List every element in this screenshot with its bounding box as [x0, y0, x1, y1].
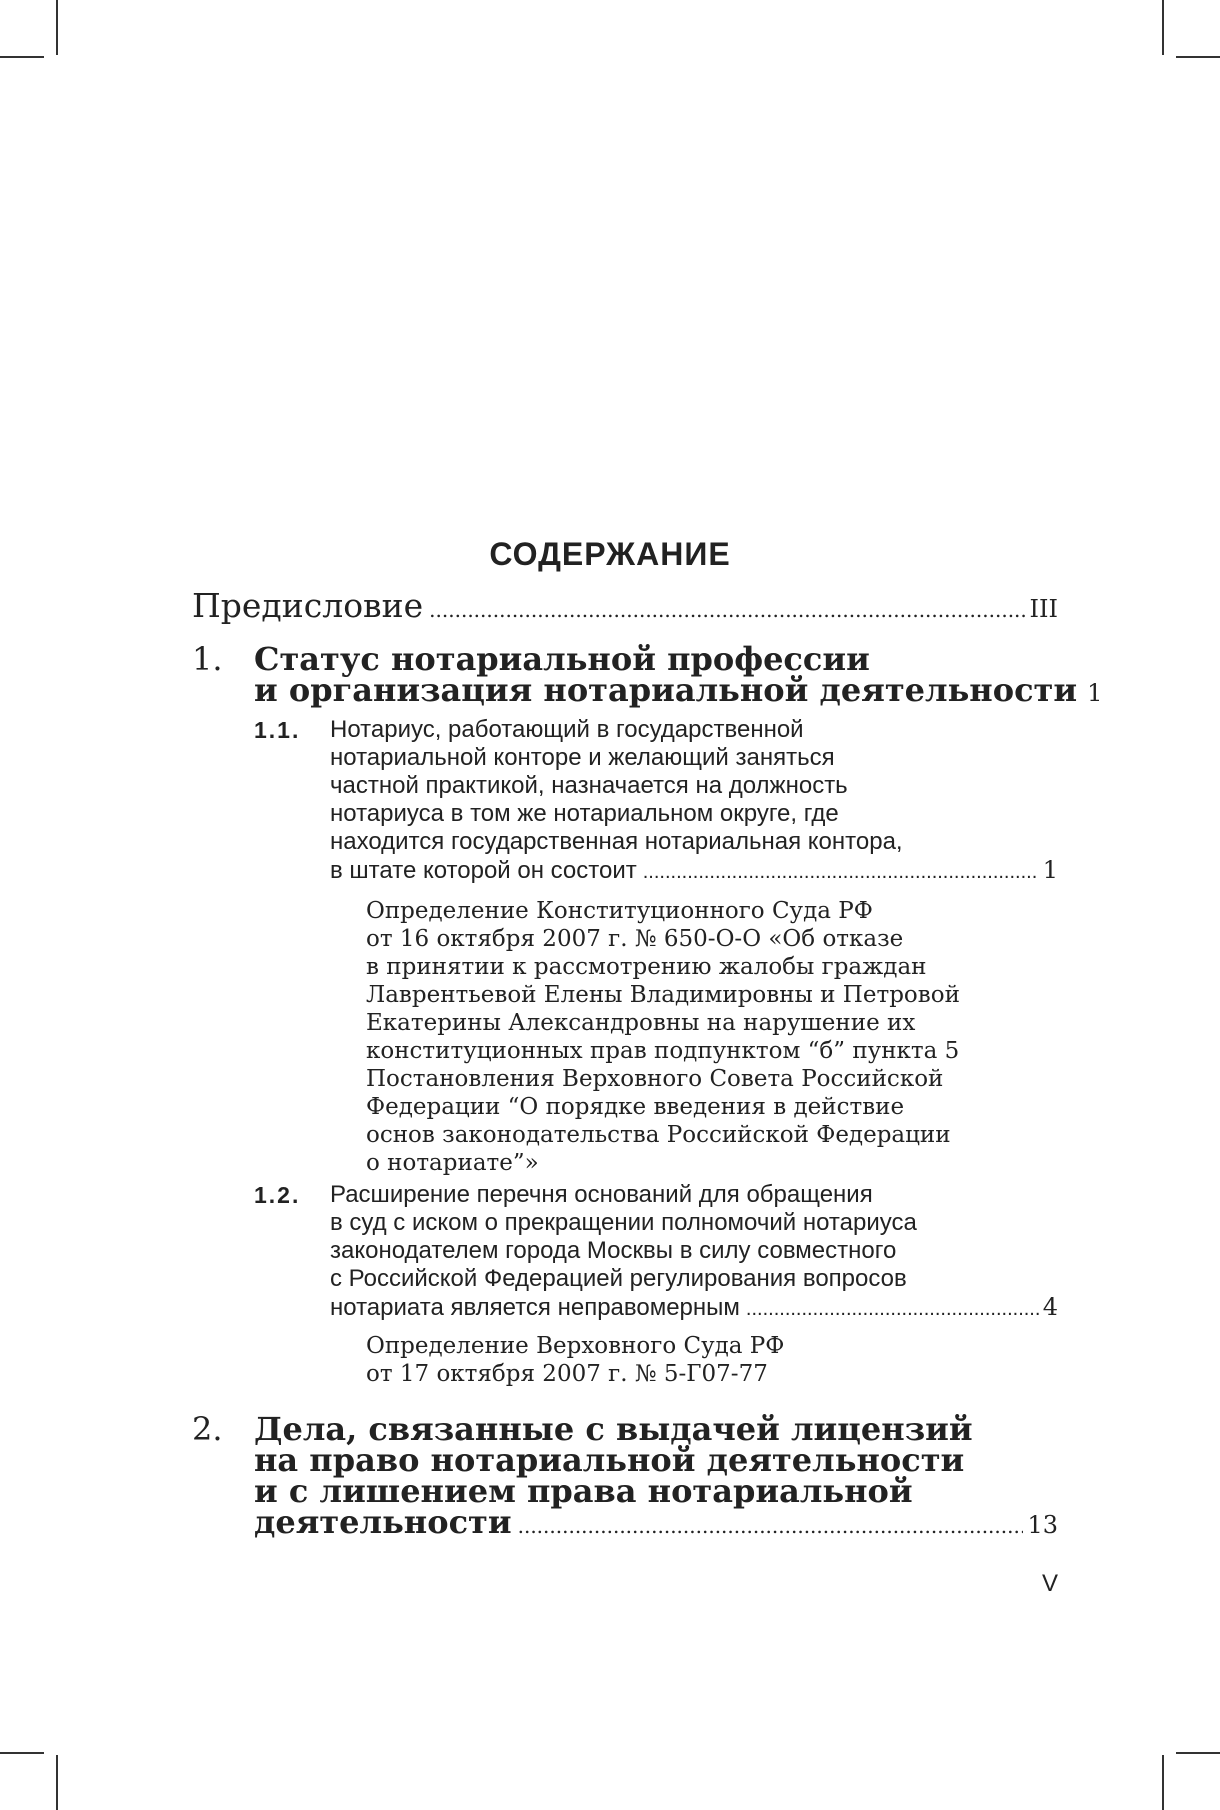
toc-page-number: 4 — [1042, 1293, 1058, 1321]
toc-entry-chapter-2[interactable] — [254, 1503, 1058, 1541]
section-detail-line: от 16 октября 2007 г. № 650-О-О «Об отказе — [366, 926, 904, 952]
section-title-line: в штате которой он состоит — [330, 857, 637, 884]
section-title-line[interactable]: нотариуса в том же нотариальном округе, где — [330, 800, 839, 827]
toc-page-number: 1 — [1042, 856, 1058, 884]
section-title-line: нотариата является неправомерным — [330, 1294, 740, 1321]
chapter-title-line[interactable]: Статус нотариальной профессии — [254, 640, 870, 678]
chapter-title-line[interactable]: на право нотариальной деятельности — [254, 1441, 965, 1479]
section-title-line[interactable]: законодателем города Москвы в силу совместного — [330, 1237, 897, 1264]
chapter-title-line: и организация нотариальной деятельности — [254, 671, 1078, 709]
crop-mark — [1162, 0, 1164, 55]
section-detail-line: Постановления Верховного Совета Российской — [366, 1066, 944, 1092]
section-detail-line: Определение Конституционного Суда РФ — [366, 898, 873, 924]
toc-preface-label: Предисловие — [192, 586, 424, 625]
toc-entry-section-1-2[interactable] — [330, 1293, 1058, 1322]
section-title-line[interactable]: в суд с иском о прекращении полномочий нотариуса — [330, 1209, 917, 1236]
section-detail-line: Определение Верховного Суда РФ — [366, 1333, 785, 1359]
section-detail-line: в принятии к рассмотрению жалобы граждан — [366, 954, 927, 980]
section-title-line[interactable]: Нотариус, работающий в государственной — [330, 716, 804, 743]
section-detail-line: Лаврентьевой Елены Владимировны и Петровой — [366, 982, 960, 1008]
crop-mark — [56, 0, 58, 55]
section-detail-line: основ законодательства Российской Федерации — [366, 1122, 951, 1148]
toc-leader-dots — [518, 1514, 1024, 1538]
toc-entry-section-1-1[interactable] — [330, 856, 1058, 885]
section-title-line[interactable]: Расширение перечня оснований для обращения — [330, 1181, 873, 1208]
section-title-line[interactable]: с Российской Федерацией регулирования вопросов — [330, 1265, 907, 1292]
crop-mark — [1162, 1755, 1164, 1810]
toc-leader-dots — [746, 1298, 1039, 1321]
crop-mark — [1176, 56, 1220, 58]
section-detail-line: от 17 октября 2007 г. № 5-Г07-77 — [366, 1361, 768, 1387]
toc-page-number: III — [1029, 595, 1058, 623]
toc-entry-preface[interactable] — [192, 586, 1058, 625]
toc-page-number: 13 — [1027, 1511, 1058, 1539]
crop-mark — [0, 1752, 44, 1754]
section-number: 1.1. — [254, 717, 301, 743]
section-detail-line: конституционных прав подпунктом “б” пункта 5 — [366, 1038, 960, 1064]
crop-mark — [56, 1755, 58, 1810]
section-title-line[interactable]: частной практикой, назначается на должность — [330, 772, 848, 799]
section-detail-line: Федерации “О порядке введения в действие — [366, 1094, 905, 1120]
section-detail-line: о нотариате”» — [366, 1150, 539, 1176]
section-title-line[interactable]: находится государственная нотариальная контора, — [330, 828, 903, 855]
crop-mark — [1176, 1752, 1220, 1754]
page-title: СОДЕРЖАНИЕ — [489, 536, 731, 572]
section-title-line[interactable]: нотариальной конторе и желающий заняться — [330, 744, 835, 771]
chapter-title-line[interactable]: и с лишением права нотариальной — [254, 1472, 913, 1510]
chapter-number: 2. — [192, 1410, 223, 1448]
section-number: 1.2. — [254, 1182, 301, 1208]
chapter-title-line[interactable]: Дела, связанные с выдачей лицензий — [254, 1410, 973, 1448]
toc-page-number: 1 — [1087, 679, 1103, 707]
toc-entry-chapter-1[interactable] — [254, 671, 1103, 709]
toc-leader-dots — [643, 861, 1039, 884]
crop-mark — [0, 56, 44, 58]
section-detail-line: Екатерины Александровны на нарушение их — [366, 1010, 916, 1036]
chapter-title-line: деятельности — [254, 1503, 512, 1541]
page-number: V — [1042, 1570, 1059, 1597]
chapter-number: 1. — [192, 640, 223, 678]
toc-leader-dots — [429, 598, 1025, 622]
